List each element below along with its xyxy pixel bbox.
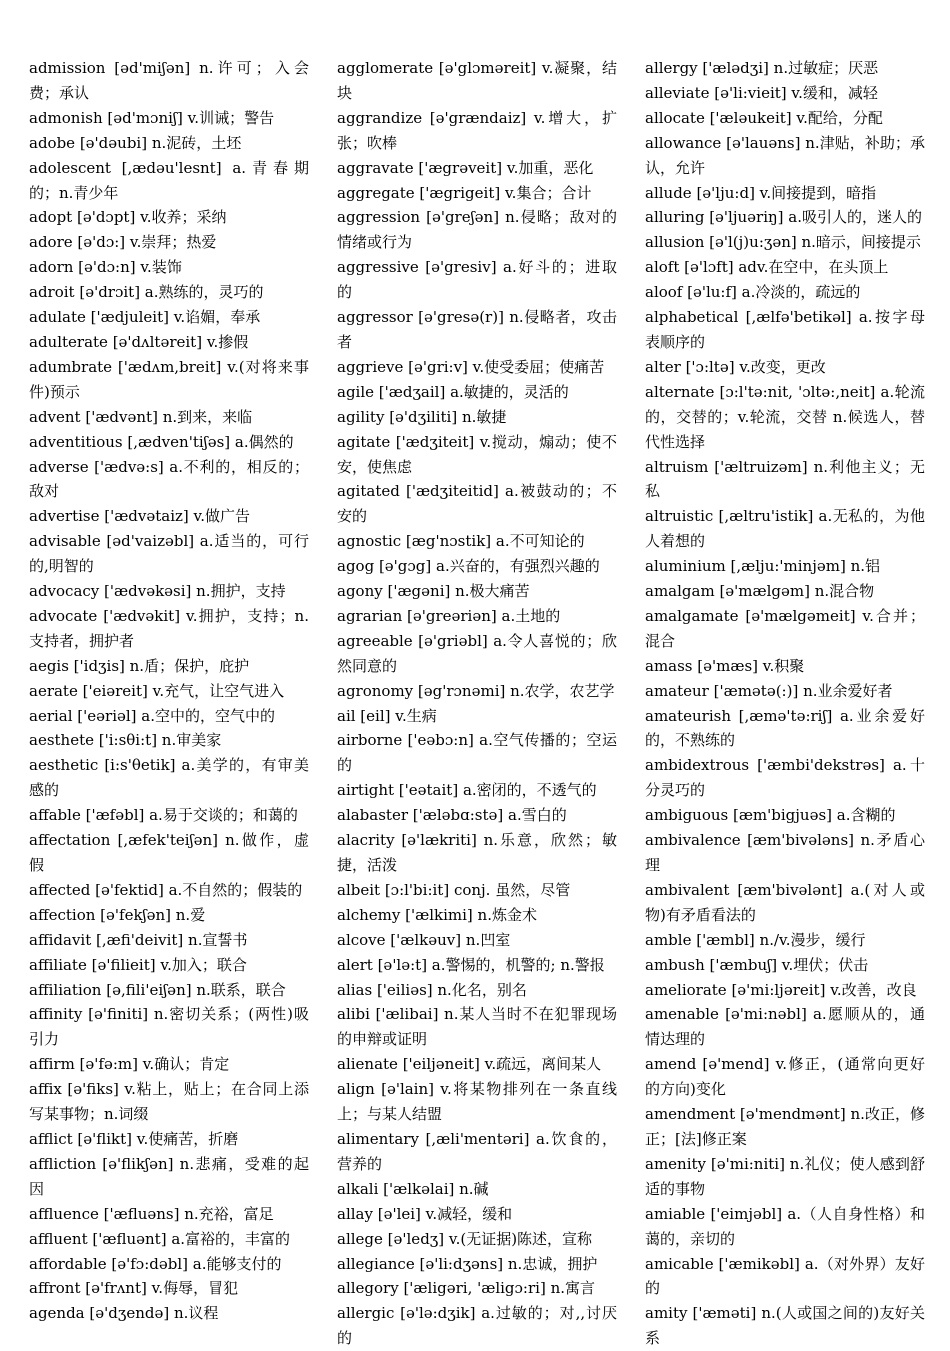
vocab-entry: adolescent [,ædəu'lesnt] a.青春期的；n.青少年 (29, 158, 309, 202)
vocab-entry: amiable ['eimjəbl] a.（人自身性格）和蔼的，亲切的 (645, 1204, 925, 1248)
vocab-entry: alcove ['ælkəuv] n.凹室 (337, 930, 511, 949)
vocab-entry: adorn [ə'dɔ:n] v.装饰 (29, 258, 182, 277)
vocab-entry: alibi ['ælibai] n.某人当时不在犯罪现场的申辩或证明 (337, 1005, 617, 1049)
vocab-entry: adulterate [ə'dʌltəreit] v.掺假 (29, 332, 249, 351)
vocab-entry: aggressive [ə'gresiv] a.好斗的；进取的 (337, 258, 617, 302)
vocab-entry: aloft [ə'lɔft] adv.在空中，在头顶上 (645, 258, 889, 277)
vocab-entry: alleviate [ə'li:vieit] v.缓和，减轻 (645, 83, 878, 102)
vocab-entry: ambivalence [æm'bivələns] n.矛盾心理 (645, 831, 925, 874)
vocab-entry: altruism ['æltruizəm] n.利他主义；无私 (645, 457, 925, 501)
vocab-entry: admission [əd'miʃən] n.许可；入会费；承认 (29, 59, 309, 102)
vocab-entry: amble ['æmbl] n./v.漫步，缓行 (645, 930, 866, 949)
vocab-entry: ambivalent [æm'bivələnt] a.(对人或物)有矛盾看法的 (645, 880, 925, 924)
vocab-entry: amendment [ə'mendmənt] n.改正，修正；[法]修正案 (645, 1105, 925, 1148)
vocab-entry: amalgamate [ə'mælgəmeit] v.合并；混合 (645, 606, 925, 650)
vocab-entry: amateur ['æmətə(:)] n.业余爱好者 (645, 681, 893, 700)
vocab-entry: affordable [ə'fɔ:dəbl] a.能够支付的 (29, 1254, 282, 1273)
vocab-entry: aggravate ['ægrəveit] v.加重，恶化 (337, 158, 594, 177)
vocab-entry: albeit [ɔ:l'bi:it] conj. 虽然，尽管 (337, 880, 571, 899)
vocab-entry: agitate ['ædʒiteit] v.搅动，煽动；使不安，使焦虑 (337, 432, 617, 476)
vocab-entry: aloof [ə'lu:f] a.冷淡的，疏远的 (645, 283, 861, 302)
vocab-entry: adventitious [,ædven'tiʃəs] a.偶然的 (29, 432, 294, 451)
vocab-entry: aggrieve [ə'gri:v] v.使受委屈；使痛苦 (337, 357, 605, 376)
vocab-entry: adopt [ə'dɔpt] v.收养；采纳 (29, 208, 227, 227)
vocab-entry: allergic [ə'lə:dʒik] a.过敏的；对,,讨厌的 (337, 1304, 617, 1348)
vocab-entry: amend [ə'mend] v.修正，(通常向更好的方向)变化 (645, 1055, 925, 1099)
vocab-entry: amenable [ə'mi:nəbl] a.愿顺从的，通情达理的 (645, 1005, 925, 1049)
vocab-entry: allowance [ə'lauəns] n.津贴，补助；承认，允许 (645, 133, 925, 177)
vocab-entry: allegory ['æligəri, 'æligɔ:ri] n.寓言 (337, 1279, 596, 1298)
vocab-entry: affinity [ə'finiti] n.密切关系；(两性)吸引力 (29, 1005, 309, 1049)
vocab-entry: airtight ['eətait] a.密闭的，不透气的 (337, 781, 597, 800)
vocab-entry: agitated ['ædʒiteitid] a.被鼓动的；不安的 (337, 482, 617, 526)
vocab-entry: affirm [ə'fə:m] v.确认；肯定 (29, 1055, 230, 1074)
vocab-entry: agile ['ædʒail] a.敏捷的，灵活的 (337, 382, 569, 401)
vocab-entry: adobe [ə'dəubi] n.泥砖，土坯 (29, 133, 242, 152)
vocab-entry: ambush ['æmbuʃ] v.埋伏；伏击 (645, 955, 869, 974)
vocab-entry: agglomerate [ə'glɔməreit] v.凝聚，结块 (337, 59, 617, 102)
column-3 (645, 56, 925, 1351)
vocab-entry: amity ['æməti] n.(人或国之间的)友好关系 (645, 1304, 925, 1348)
vocab-entry: affront [ə'frʌnt] v.侮辱，冒犯 (29, 1279, 239, 1298)
vocab-entry: agreeable [ə'griəbl] a.令人喜悦的；欣然同意的 (337, 631, 617, 675)
column-1 (29, 56, 309, 1326)
vocab-entry: ail [eil] v.生病 (337, 706, 437, 725)
vocab-entry: affliction [ə'flikʃən] n.悲痛，受难的起因 (29, 1154, 309, 1198)
vocab-entry: alabaster ['æləbɑ:stə] a.雪白的 (337, 806, 567, 825)
vocab-entry: alias ['eiliəs] n.化名，别名 (337, 980, 527, 999)
vocab-entry: ambiguous [æm'bigjuəs] a.含糊的 (645, 806, 896, 825)
vocab-entry: affectation [,æfek'teiʃən] n.做作，虚假 (29, 831, 309, 874)
vocab-entry: aerial ['eəriəl] a.空中的，空气中的 (29, 706, 275, 725)
vocab-entry: alienate ['eiljəneit] v.疏远，离间某人 (337, 1055, 602, 1074)
vocab-entry: affix [ə'fiks] v.粘上，贴上；在合同上添写某事物；n.词缀 (29, 1080, 309, 1124)
vocab-entry: aesthete ['i:sθi:t] n.审美家 (29, 731, 222, 750)
vocab-entry: advocacy ['ædvəkəsi] n.拥护，支持 (29, 582, 286, 601)
vocab-entry: advertise ['ædvətaiz] v.做广告 (29, 507, 251, 526)
vocab-entry: aggressor [ə'gresə(r)] n.侵略者，攻击者 (337, 308, 617, 351)
vocab-entry: aesthetic [i:s'θetik] a.美学的，有审美感的 (29, 756, 309, 800)
vocab-entry: affiliation [ə,fili'eiʃən] n.联系，联合 (29, 980, 286, 999)
vocab-entry: agnostic [æg'nɔstik] a.不可知论的 (337, 532, 585, 551)
vocab-entry: altruistic [,æltru'istik] a.无私的，为他人着想的 (645, 507, 925, 551)
vocab-entry: aggrandize [ə'grændaiz] v.增大，扩张；吹棒 (337, 108, 617, 152)
vocab-entry: adore [ə'dɔ:] v.崇拜；热爱 (29, 233, 217, 252)
vocab-entry: aggregate ['ægrigeit] v.集合；合计 (337, 183, 592, 202)
vocab-entry: amateurish [,æmə'tə:riʃ] a.业余爱好的，不熟练的 (645, 706, 925, 750)
vocab-entry: admonish [əd'mɔniʃ] v.训诫；警告 (29, 108, 275, 127)
vocab-entry: alimentary [,æli'mentəri] a.饮食的，营养的 (337, 1129, 617, 1173)
vocab-entry: alter ['ɔ:ltə] v.改变，更改 (645, 357, 826, 376)
vocab-entry: allay [ə'lei] v.减轻，缓和 (337, 1204, 513, 1223)
vocab-entry: affected [ə'fektid] a.不自然的；假装的 (29, 880, 303, 899)
vocab-entry: aegis ['idʒis] n.盾；保护，庇护 (29, 656, 250, 675)
vocab-entry: alkali ['ælkəlai] n.碱 (337, 1179, 489, 1198)
vocab-entry: alluring [ə'ljuəriŋ] a.吸引人的，迷人的 (645, 208, 922, 227)
vocab-entry: adulate ['ædjuleit] v.谄媚，奉承 (29, 308, 261, 327)
vocab-entry: amalgam [ə'mælgəm] n.混合物 (645, 582, 875, 601)
vocab-entry: aerate ['eiəreit] v.充气，让空气进入 (29, 681, 285, 700)
vocab-entry: alert [ə'lə:t] a.警惕的，机警的; n.警报 (337, 955, 605, 974)
vocab-entry: affidavit [,æfi'deivit] n.宣誓书 (29, 930, 248, 949)
vocab-entry: allergy ['ælədʒi] n.过敏症；厌恶 (645, 59, 879, 77)
vocab-entry: agronomy [əg'rɔnəmi] n.农学，农艺学 (337, 681, 615, 700)
vocab-entry: affluent ['æfluənt] a.富裕的，丰富的 (29, 1229, 291, 1248)
vocab-entry: adverse ['ædvə:s] a.不利的，相反的；敌对 (29, 457, 309, 501)
vocab-entry: amass [ə'mæs] v.积聚 (645, 656, 805, 675)
vocab-entry: ambidextrous ['æmbi'dekstrəs] a.十分灵巧的 (645, 756, 925, 800)
vocab-entry: allusion [ə'l(j)u:ʒən] n.暗示，间接提示 (645, 233, 921, 252)
vocab-entry: alchemy ['ælkimi] n.炼金术 (337, 905, 537, 924)
vocab-entry: allocate ['æləukeit] v.配给，分配 (645, 108, 883, 127)
vocab-entry: advent ['ædvənt] n.到来，来临 (29, 407, 253, 426)
vocab-entry: aluminium [,ælju:'minjəm] n.铝 (645, 557, 881, 576)
vocab-entry: align [ə'lain] v.将某物排列在一条直线上；与某人结盟 (337, 1080, 617, 1124)
vocab-entry: adroit [ə'drɔit] a.熟练的，灵巧的 (29, 283, 264, 302)
vocab-entry: ameliorate [ə'mi:ljəreit] v.改善，改良 (645, 980, 917, 999)
column-2 (337, 56, 617, 1351)
vocab-entry: airborne ['eəbɔ:n] a.空气传播的；空运的 (337, 731, 617, 775)
vocab-entry: agog [ə'gɔg] a.兴奋的，有强烈兴趣的 (337, 557, 600, 576)
vocabulary-page (0, 56, 950, 1348)
vocab-entry: alacrity [ə'lækriti] n.乐意，欣然；敏捷，活泼 (337, 831, 617, 874)
vocab-entry: aggression [ə'greʃən] n.侵略；敌对的情绪或行为 (337, 208, 617, 252)
vocab-entry: agility [ə'dʒiliti] n.敏捷 (337, 407, 507, 426)
vocab-entry: allegiance [ə'li:dʒəns] n.忠诚，拥护 (337, 1254, 598, 1273)
vocab-entry: affable ['æfəbl] a.易于交谈的；和蔼的 (29, 806, 298, 825)
vocab-entry: agenda [ə'dʒendə] n.议程 (29, 1304, 219, 1323)
vocab-entry: affluence ['æfluəns] n.充裕，富足 (29, 1204, 274, 1223)
vocab-entry: alphabetical [,ælfə'betikəl] a.按字母表顺序的 (645, 308, 925, 351)
vocab-entry: allude [ə'lju:d] v.间接提到，暗指 (645, 183, 877, 202)
vocab-entry: amenity [ə'mi:niti] n.礼仪；使人感到舒适的事物 (645, 1154, 925, 1198)
vocab-entry: advisable [əd'vaizəbl] a.适当的，可行的,明智的 (29, 532, 309, 576)
vocab-entry: allege [ə'ledʒ] v.(无证据)陈述，宣称 (337, 1229, 593, 1248)
vocab-entry: agony ['ægəni] n.极大痛苦 (337, 582, 530, 601)
vocab-entry: advocate ['ædvəkit] v.拥护，支持；n.支持者，拥护者 (29, 606, 309, 650)
vocab-entry: amicable ['æmikəbl] a.（对外界）友好的 (645, 1254, 925, 1298)
vocab-entry: affection [ə'fekʃən] n.爱 (29, 905, 206, 924)
vocab-entry: agrarian [ə'greəriən] a.土地的 (337, 606, 561, 625)
vocab-entry: afflict [ə'flikt] v.使痛苦，折磨 (29, 1129, 239, 1148)
vocab-entry: affiliate [ə'filieit] v.加入；联合 (29, 955, 247, 974)
vocab-entry: alternate [ɔ:l'tə:nit, 'ɔltə:,neit] a.轮流的，交替的；v.轮流，交替 n.候选人，替代性选择 (645, 382, 925, 451)
vocab-entry: adumbrate ['ædʌm,breit] v.(对将来事件)预示 (29, 357, 309, 401)
